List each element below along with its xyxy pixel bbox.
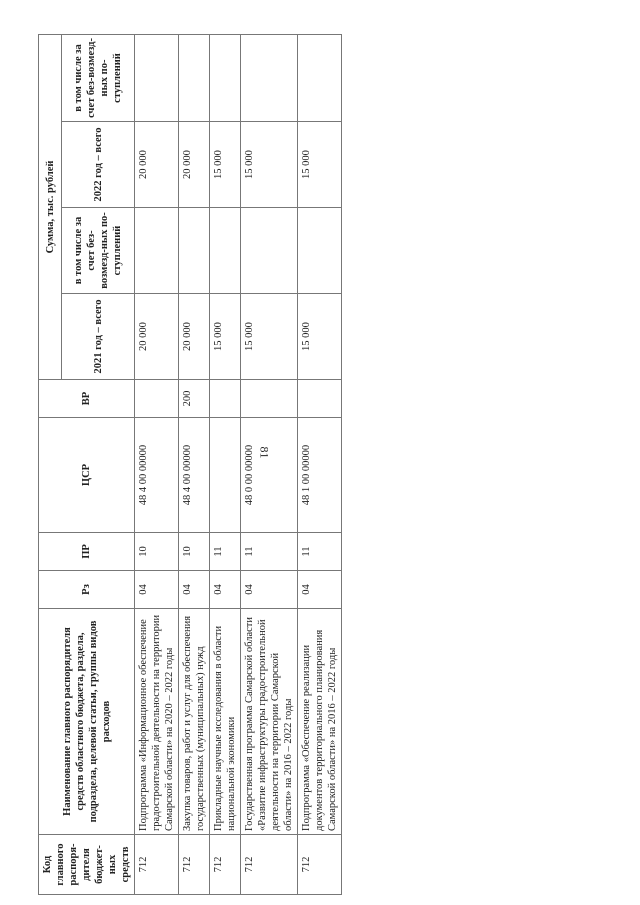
cell-2021-total: 20 000 [179,294,210,380]
cell-name: Государственная программа Самарской области «Развитие инфраструктуры градостроительной деятельности на территории Самарской области» на 2016 – 2022 годы [241,609,298,835]
cell-csr [210,418,241,533]
cell-2022-gratis [210,34,241,121]
cell-2021-gratis [298,208,342,294]
cell-2021-gratis [210,208,241,294]
header-csr: ЦСР [39,418,135,533]
header-code: Код главного распоря-дителя бюджет-ных средств [39,835,135,895]
cell-vr [210,380,241,418]
cell-2022-total: 15 000 [210,122,241,208]
table-row [135,34,179,894]
cell-code: 712 [298,835,342,895]
cell-vr [135,380,179,418]
cell-2021-total: 15 000 [298,294,342,380]
table-row [179,34,210,894]
header-vr: ВР [39,380,135,418]
cell-pr: 10 [135,533,179,571]
header-2021-gratis: в том числе за счет без-возмезд-ных по-ступлений [62,208,135,294]
cell-2022-gratis [241,34,298,121]
cell-name: Подпрограмма «Обеспечение реализации документов территориального планирования Самарской области» на 2016 – 2022 годы [298,609,342,835]
cell-code: 712 [179,835,210,895]
cell-pr: 11 [298,533,342,571]
cell-rz: 04 [298,571,342,609]
cell-rz: 04 [210,571,241,609]
cell-csr: 48 0 00 00000 [241,418,298,533]
cell-2022-gratis [298,34,342,121]
budget-table [38,34,342,895]
cell-rz: 04 [135,571,179,609]
cell-name: Закупка товаров, работ и услуг для обеспечения государственных (муниципальных) нужд [179,609,210,835]
cell-2021-total: 20 000 [135,294,179,380]
cell-rz: 04 [179,571,210,609]
header-rz: Рз [39,571,135,609]
cell-2022-gratis [179,34,210,121]
header-2021-total: 2021 год – всего [62,294,135,380]
cell-2022-gratis [135,34,179,121]
cell-csr: 48 1 00 00000 [298,418,342,533]
cell-2022-total: 15 000 [298,122,342,208]
cell-rz: 04 [241,571,298,609]
table-row [210,34,241,894]
cell-vr: 200 [179,380,210,418]
cell-2021-total: 15 000 [241,294,298,380]
header-pr: ПР [39,533,135,571]
header-name: Наименование главного распорядителя средств областного бюджета, раздела, подраздела, целевой статьи, группы видов расходов [39,609,135,835]
cell-vr [298,380,342,418]
table-row [241,34,298,894]
cell-code: 712 [241,835,298,895]
cell-pr: 11 [210,533,241,571]
table-row [298,34,342,894]
cell-2022-total: 20 000 [179,122,210,208]
cell-2021-gratis [241,208,298,294]
cell-2021-gratis [135,208,179,294]
cell-2022-total: 15 000 [241,122,298,208]
cell-2022-total: 20 000 [135,122,179,208]
cell-2021-gratis [179,208,210,294]
cell-code: 712 [135,835,179,895]
cell-csr: 48 4 00 00000 [135,418,179,533]
cell-2021-total: 15 000 [210,294,241,380]
cell-csr: 48 4 00 00000 [179,418,210,533]
cell-pr: 10 [179,533,210,571]
header-sum: Сумма, тыс. рублей [39,34,62,379]
header-2022-total: 2022 год – всего [62,122,135,208]
page-number: 81 [257,446,272,459]
cell-name: Прикладные научные исследования в области национальной экономики [210,609,241,835]
rotated-table-container [38,35,338,895]
cell-code: 712 [210,835,241,895]
cell-vr [241,380,298,418]
cell-pr: 11 [241,533,298,571]
header-2022-gratis: в том числе за счет без-возмезд-ных по-ступлений [62,34,135,121]
cell-name: Подпрограмма «Информационное обеспечение градостроительной деятельности на территории Самарской области» на 2020 – 2022 годы [135,609,179,835]
